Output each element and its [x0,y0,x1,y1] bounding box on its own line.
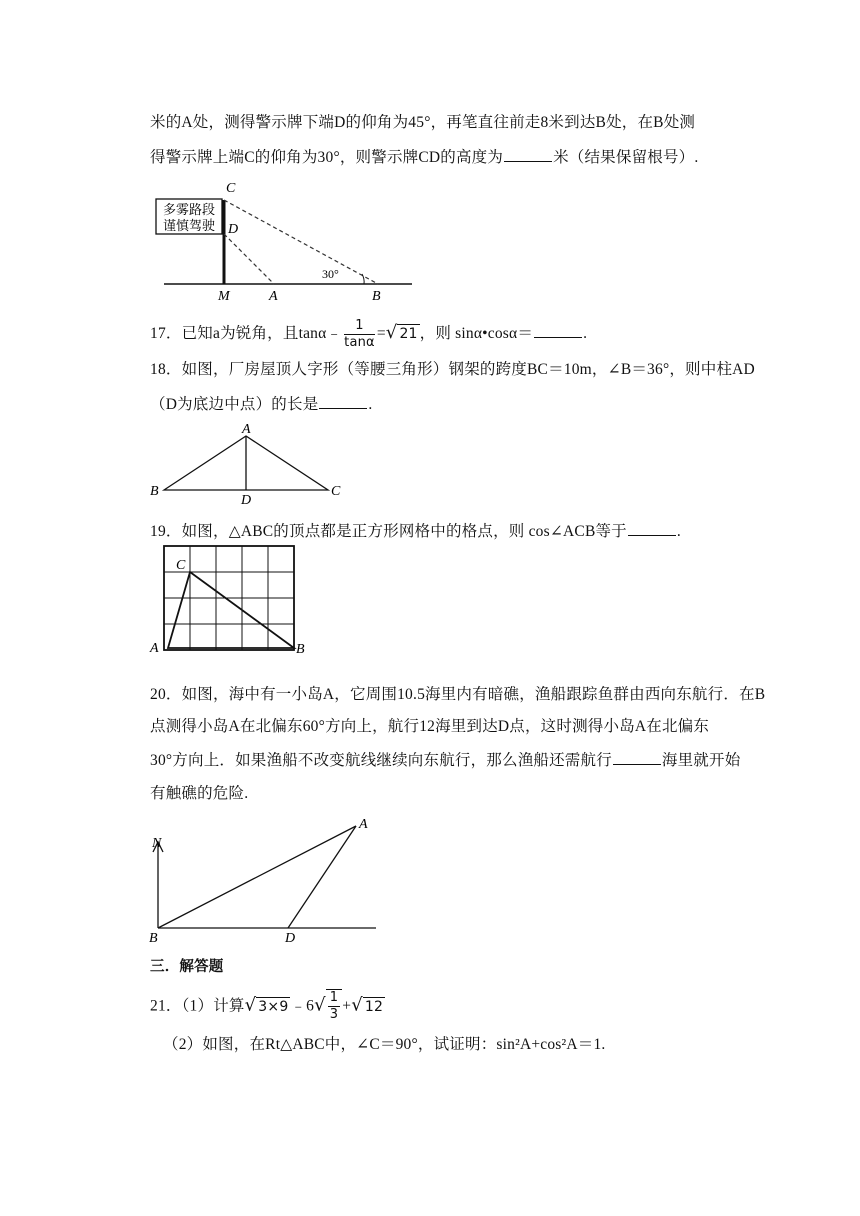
q21-part1 [150,989,385,1023]
label-C: C [176,558,186,573]
answer-blank [628,521,676,536]
q20-figure [146,814,382,946]
q21-plus: + [342,997,352,1015]
line-DA [288,826,356,928]
angle-arc [362,274,364,284]
q20-line3-post: 海里就开始 [661,752,741,769]
section-heading: 三．解答题 [150,959,224,975]
line-CB [224,200,378,284]
q18-line1: 18．如图，厂房屋顶人字形（等腰三角形）钢架的跨度BC＝10m，∠B＝36°，则中柱AD [150,361,755,378]
answer-blank [319,394,367,409]
q20-line2: 点测得小岛A在北偏东60°方向上，航行12海里到达D点，这时测得小岛A在北偏东 [150,718,710,735]
label-N: N [152,836,162,851]
q20-line3-pre: 30°方向上．如果渔船不改变航线继续向东航行，那么渔船还需航行 [150,752,612,769]
sqrt-sign: √ [351,994,363,1016]
q18-line2-post: . [368,396,373,413]
q21-minus: ﹣6 [290,997,315,1015]
line-DA [224,234,274,284]
q20-line1: 20．如图，海中有一小岛A，它周围10.5海里内有暗礁，渔船跟踪鱼群由西向东航行．在B [150,686,766,703]
q17-frac-num: 1 [344,318,375,335]
q16-line2-pre: 得警示牌上端C的仰角为30°，则警示牌CD的高度为 [150,149,504,166]
q17-line [150,318,587,351]
sqrt-sign: √ [385,322,398,344]
q21-frac-radicand [326,989,342,1023]
q20-line3 [150,750,740,771]
label-B: B [372,289,381,302]
q19-text-post: . [676,523,681,540]
label-A: A [150,641,159,656]
q16-line1: 米的A处，测得警示牌下端D的仰角为45°，再笔直往前走8米到达B处，在B处测 [150,114,696,131]
q19-figure [148,540,314,658]
answer-blank [534,323,582,338]
label-C: C [226,181,236,196]
triangle-ABC [168,572,294,648]
q21-rad2: 12 [364,998,384,1015]
q18-line2 [150,394,372,415]
q17-end: . [583,325,588,343]
q17-fraction [344,318,375,351]
label-B: B [150,484,159,499]
sign-text-2: 谨慎驾驶 [162,219,216,234]
q21-frac-den: 3 [329,1007,339,1022]
sqrt-sign: √ [314,994,326,1016]
q21-part2: （2）如图，在Rt△ABC中，∠C＝90°，试证明：sin²A+cos²A＝1. [163,1036,606,1053]
label-A: A [359,817,368,832]
label-D: D [285,931,296,946]
label-D: D [241,493,252,506]
q16-figure [150,176,420,302]
q19-line [150,521,681,542]
sign-text-1: 多雾路段 [162,203,216,218]
answer-blank [504,147,552,162]
q17-post: ，则 sinα•cosα＝ [419,325,534,343]
angle-label: 30° [322,267,339,281]
q21-frac-num: 1 [329,990,339,1005]
label-D: D [228,222,239,237]
q20-line4: 有触礁的危险. [150,785,249,802]
q16-line2-post: 米（结果保留根号）. [553,149,699,166]
q18-figure [148,420,348,506]
line-BA [158,826,356,928]
q21-p1-pre: 21．（1）计算 [150,997,245,1015]
q17-frac-den: tanα [344,335,375,350]
answer-blank [613,750,661,765]
label-C: C [331,484,341,499]
q21-fraction [328,990,340,1023]
q17-eq: = [376,325,386,343]
q19-text-pre: 19．如图，△ABC的顶点都是正方形网格中的格点，则 cos∠ACB等于 [150,523,627,540]
q17-radicand: 21 [399,326,418,343]
label-B: B [149,931,158,946]
label-M: M [218,289,230,302]
label-A: A [269,289,278,302]
q21-rad1: 3×9 [258,998,289,1015]
label-A: A [242,422,251,437]
sqrt-sign: √ [244,994,257,1016]
q17-pre: 17．已知a为锐角，且tanα﹣ [150,325,343,343]
q18-line2-pre: （D为底边中点）的长是 [150,396,319,413]
label-B: B [296,642,305,657]
q16-line2 [150,147,698,168]
